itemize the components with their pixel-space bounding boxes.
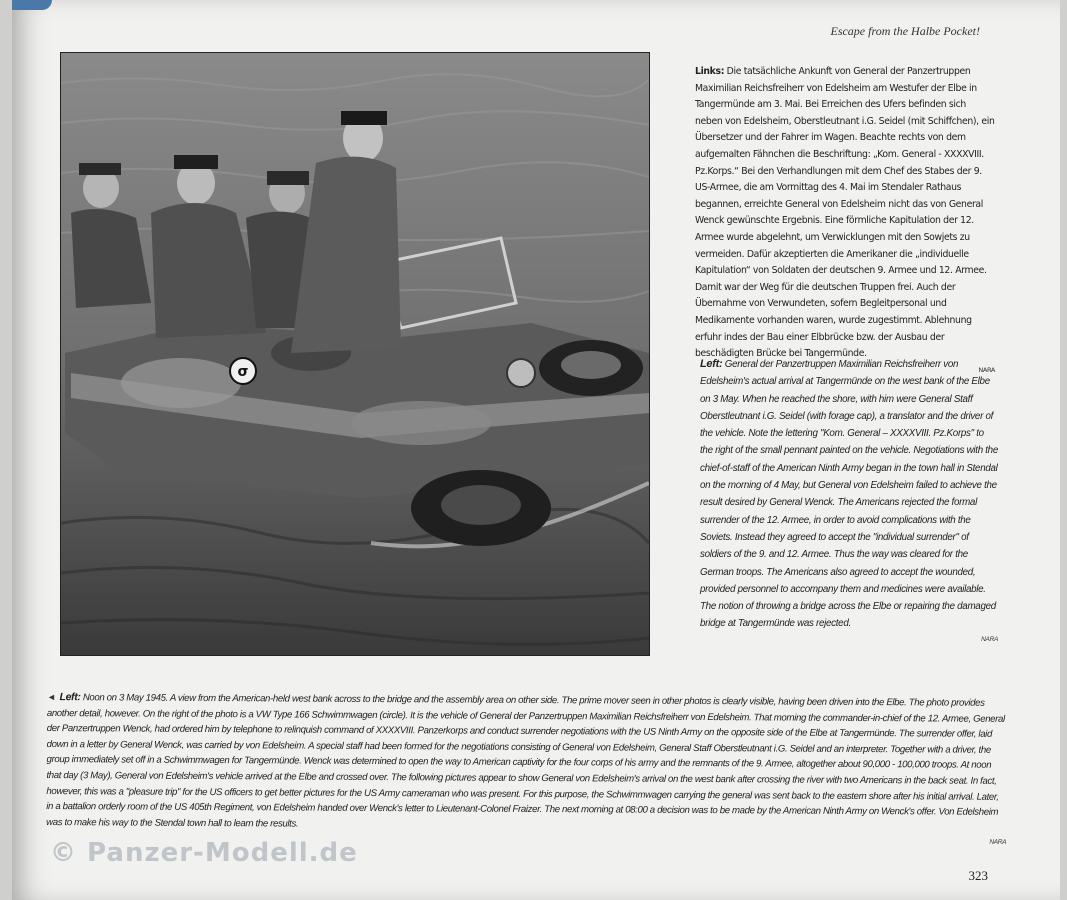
caption-main [46,690,1007,848]
caption-arrow-icon: ◄ [46,691,56,703]
photo-schwimmwagen [60,52,650,656]
caption-main-credit: NARA [989,839,1007,847]
caption-main-lead: Left: [59,691,81,704]
caption-english-credit: NARA [981,635,998,643]
caption-german [695,64,995,375]
caption-german-lead: Links: [695,66,725,77]
page-number: 323 [968,868,988,883]
vehicle-marking: σ [237,364,249,380]
caption-main-text: Noon on 3 May 1945. A view from the American-held west bank across to the bridge and the assembly area on other side. The prime mover seen in other photos is clearly visible, having been driven into the Elbe. The photo provides another detail, however. On the right of the photo is a VW Type 166 Schwimmwagen (circle). It is the vehicle of General der Panzertruppen Maximilian Reichsfreiherr von Edelsheim. That morning the commander-in-chief of the 12. Armee, General der Panzertruppen Wenck, had ordered him by telephone to relinquish command of XXXXVIII. Panzerkorps and conduct surrender negotiations with the US Ninth Army on the opposite side of the Elbe at Tangermünde. The surrender offer, laid down in a letter by General Wenck, was carried by von Edelsheim. A special staff had been formed for the negotiations consisting of General von Edelsheim, General Staff Oberstleutnant i.G. Seidel and an interpreter. Together with a driver, the group immediately set off in a Schwimmwagen for Tangermünde. Wenck was determined to open the way to American captivity for the four corps of his army and the remnants of the 9. Armee, altogether about 90,000 - 100,000 troops. At noon that day (3 May), General von Edelsheim's vehicle arrived at the Elbe and crossed over. The following pictures appear to show General von Edelsheim's arrival on the west bank after crossing the river with two Americans in the back seat. In fact, however, this was a "pleasure trip" for the US officers to get better pictures for the US Army cameraman who was present. For this purpose, the Schwimmwagen carrying the general was sent back to the eastern shore after his initial arrival. Later, in a battalion orderly room of the US 405th Regiment, von Edelsheim handed over Wenck's letter to Lieutenant-Colonel Fraizer. The next morning at 08:00 a decision was to be made by the American Ninth Army on Wenck's offer. Von Edelsheim was to make his way to the Stendal town hall to learn the results. [46,692,1005,830]
caption-english-lead: Left: [700,358,723,370]
corner-tab [12,0,52,10]
caption-english-text: General der Panzertruppen Maximilian Reichsfreiherr von Edelsheim's actual arrival at Tangermünde on the west bank of the Elbe on 3 May. When he reached the shore, with him were General Staff Oberstleutnant i.G. Seidel (with forage cap), a translator and the driver of the vehicle. Note the lettering "Kom. General – XXXXVIII. Pz.Korps" to the right of the small pennant painted on the vehicle. Negotiations with the chief-of-staff of the American Ninth Army began in the town hall in Stendal on the morning of 4 May, but General von Edelsheim failed to achieve the result desired by General Wenck. The Americans rejected the formal surrender of the 12. Armee, in order to avoid complications with the Soviets. Instead they agreed to accept the "individual surrender" of soldiers of the 9. and 12. Armee. Thus the way was cleared for the German troops. The Americans also agreed to accept the wounded, provided personnel to accompany them and medicines were available. The notion of throwing a bridge across the Elbe or repairing the damaged bridge at Tangermünde was rejected. [700,359,998,630]
watermark: © Panzer-Modell.de [50,838,358,868]
running-head: Escape from the Halbe Pocket! [830,24,980,38]
caption-german-text: Die tatsächliche Ankunft von General der Panzertruppen Maximilian Reichsfreiherr von Edelsheim am Westufer der Elbe in Tangermünde am 3. Mai. Bei Erreichen des Ufers befinden sich neben von Edelsheim, Oberstleutnant i.G. Seidel (mit Schiffchen), ein Übersetzer und der Fahrer im Wagen. Beachte rechts von dem aufgemalten Fähnchen die Beschriftung: „Kom. General - XXXXVIII. Pz.Korps.“ Bei den Verhandlungen mit dem Chef des Stabes der 9. US-Armee, die am Vormittag des 4. Mai im Stendaler Rathaus begannen, erreichte General von Edelsheim nicht das von General Wenck gewünschte Ergebnis. Eine förmliche Kapitulation der 12. Armee wurde abgelehnt, um Verwicklungen mit den Sowjets zu vermeiden. Dafür akzeptierten die Amerikaner die „individuelle Kapitulation“ von Soldaten der deutschen 9. Armee und 12. Armee. Damit war der Weg für die deutschen Truppen frei. Auch der Übernahme von Verwundeten, sofern Begleitpersonal und Medikamente vorhanden waren, wurde zugestimmt. Ablehnung erfuhr indes der Bau einer Elbbrücke bzw. der Ausbau der beschädigten Brücke bei Tangermünde. [695,66,995,360]
caption-german-credit: NARA [978,365,995,374]
book-page [12,0,1060,900]
caption-english [700,356,998,645]
